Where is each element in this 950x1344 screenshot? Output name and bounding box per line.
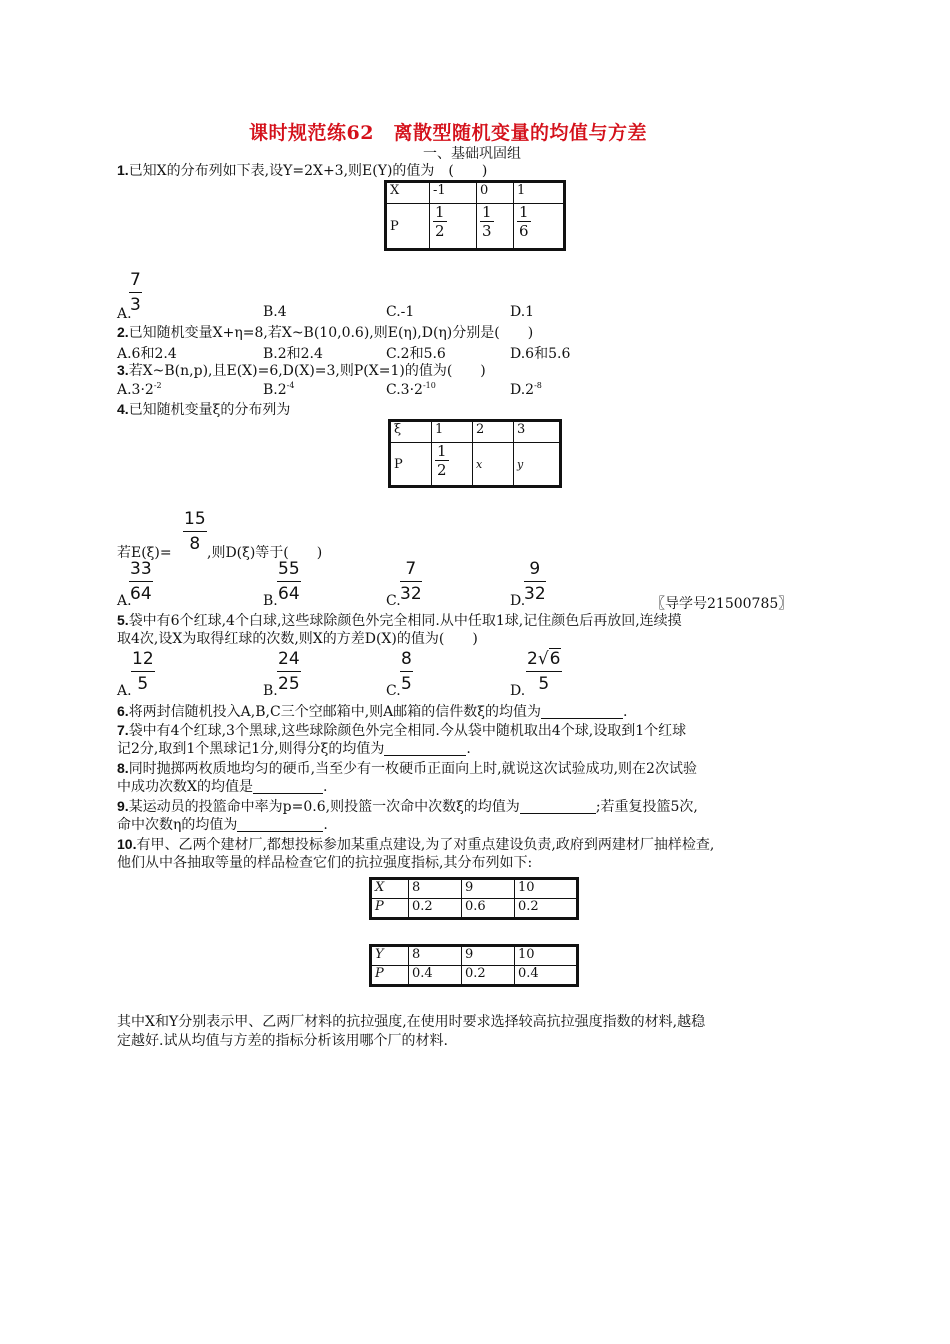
page-title: 课时规范练62 离散型随机变量的均值与方差 bbox=[249, 122, 647, 144]
question-text: 将两封信随机投入A,B,C三个空邮箱中,则A邮箱的信件数ξ的均值为 bbox=[128, 704, 541, 720]
question-number: 10. bbox=[117, 836, 137, 852]
table-cell: 1 bbox=[514, 182, 565, 204]
question-5 bbox=[117, 611, 682, 630]
table-cell: 3 bbox=[514, 421, 561, 443]
table-cell: X bbox=[371, 879, 409, 899]
table-cell: x bbox=[473, 443, 514, 487]
question-text: 已知随机变量ξ的分布列为 bbox=[128, 402, 291, 418]
option-a-fraction: 12 5 bbox=[132, 649, 154, 694]
table-cell: 10 bbox=[515, 946, 578, 966]
table-cell: y bbox=[514, 443, 561, 487]
question-text: 袋中有6个红球,4个白球,这些球除颜色外完全相同.从中任取1球,记住颜色后再放回,连续摸 bbox=[128, 613, 682, 629]
table-cell: 1 bbox=[432, 421, 473, 443]
question-10-line3: 其中X和Y分别表示甲、乙两厂材料的抗拉强度,在使用时要求选择较高抗拉强度指数的材料,越稳 bbox=[117, 1014, 706, 1030]
option-d-fraction: 2√6 5 bbox=[527, 649, 561, 694]
table-cell: $\frac{1}{2}$ bbox=[430, 204, 477, 250]
table-cell: 0.6 bbox=[462, 899, 515, 919]
option-d: $D.2^{-8}$ bbox=[510, 381, 542, 398]
question-text: 已知随机变量X+η=8,若X~B(10,0.6),则E(η),D(η)分别是( ) bbox=[128, 325, 534, 341]
table-cell: 0.4 bbox=[409, 966, 462, 986]
question-2 bbox=[117, 323, 533, 342]
question-3 bbox=[117, 361, 486, 380]
question-10-line4: 定越好.试从均值与方差的指标分析该用哪个厂的材料. bbox=[117, 1033, 448, 1049]
question-8 bbox=[117, 759, 697, 778]
option-c-label: C. bbox=[386, 683, 401, 699]
condition-fraction: 15 8 bbox=[184, 509, 206, 554]
table-cell: 8 bbox=[409, 946, 462, 966]
question-number: 1. bbox=[117, 162, 129, 178]
question-10 bbox=[117, 835, 714, 854]
table-cell: 9 bbox=[462, 946, 515, 966]
option-c: $C.3\cdot 2^{-10}$ bbox=[386, 381, 436, 398]
option-c-label: C. bbox=[386, 593, 401, 609]
table-cell: 0.2 bbox=[409, 899, 462, 919]
condition-suffix: ,则D(ξ)等于( ) bbox=[207, 545, 323, 561]
option-b: B.4 bbox=[263, 304, 287, 320]
table-cell: 8 bbox=[409, 879, 462, 899]
option-c-fraction: 7 32 bbox=[400, 559, 422, 604]
option-d-label: D. bbox=[510, 593, 526, 609]
question-text: 已知X的分布列如下表,设Y=2X+3,则E(Y)的值为 ( ) bbox=[128, 163, 488, 179]
table-cell: $\frac{1}{6}$ bbox=[514, 204, 565, 250]
option-d: D.6和5.6 bbox=[510, 346, 571, 362]
table-cell: P bbox=[371, 966, 409, 986]
reference-number: 〖导学号21500785〗 bbox=[651, 596, 793, 612]
question-1 bbox=[117, 161, 487, 180]
table-cell: -1 bbox=[430, 182, 477, 204]
table-cell: P bbox=[390, 443, 432, 487]
question-7 bbox=[117, 721, 686, 740]
answer-blank[interactable] bbox=[384, 742, 466, 756]
answer-blank[interactable] bbox=[237, 818, 323, 832]
option-a-fraction: 33 64 bbox=[130, 559, 152, 604]
table-cell: P bbox=[371, 899, 409, 919]
option-a-fraction: 7 3 bbox=[130, 270, 141, 315]
question-text: 袋中有4个红球,3个黑球,这些球除颜色外完全相同.今从袋中随机取出4个球,设取到1个红球 bbox=[128, 723, 687, 739]
table-cell: 0 bbox=[477, 182, 514, 204]
section-heading: 一、基础巩固组 bbox=[423, 146, 521, 162]
answer-blank[interactable] bbox=[541, 705, 623, 719]
option-d-fraction: 9 32 bbox=[524, 559, 546, 604]
option-d: D.1 bbox=[510, 304, 535, 320]
q4-distribution-table bbox=[388, 419, 562, 488]
question-number: 4. bbox=[117, 401, 129, 417]
option-a-label: A. bbox=[117, 593, 132, 609]
question-4 bbox=[117, 400, 290, 419]
option-b: $B.2^{-4}$ bbox=[263, 381, 295, 398]
option-b-fraction: 55 64 bbox=[278, 559, 300, 604]
answer-blank[interactable] bbox=[253, 780, 323, 794]
answer-blank[interactable] bbox=[520, 800, 596, 814]
table-cell: $\frac{1}{2}$ bbox=[432, 443, 473, 487]
question-7-line2: 记2分,取到1个黑球记1分,则得分ξ的均值为 . bbox=[117, 741, 471, 757]
question-text: 有甲、乙两个建材厂,都想投标参加某重点建设,为了对重点建设负责,政府到两建材厂抽样检查, bbox=[136, 837, 715, 853]
table-cell: P bbox=[386, 204, 430, 250]
table-cell: 2 bbox=[473, 421, 514, 443]
condition-prefix: 若E(ξ)= bbox=[117, 545, 172, 561]
option-c-fraction: 8 5 bbox=[401, 649, 412, 694]
table-cell: 9 bbox=[462, 879, 515, 899]
option-b-label: B. bbox=[263, 683, 278, 699]
question-number: 7. bbox=[117, 722, 129, 738]
question-number: 2. bbox=[117, 324, 129, 340]
option-b: B.2和2.4 bbox=[263, 346, 323, 362]
option-d-label: D. bbox=[510, 683, 526, 699]
option-c: C.-1 bbox=[386, 304, 415, 320]
question-number: 8. bbox=[117, 760, 129, 776]
option-b-label: B. bbox=[263, 593, 278, 609]
table-cell: 0.2 bbox=[515, 899, 578, 919]
table-y bbox=[369, 944, 579, 987]
table-x bbox=[369, 877, 579, 920]
q1-distribution-table bbox=[384, 180, 566, 251]
question-9: 9.某运动员的投篮命中率为p=0.6,则投篮一次命中次数ξ的均值为 ;若重复投篮5次, bbox=[117, 798, 698, 815]
option-b-fraction: 24 25 bbox=[278, 649, 300, 694]
question-text: 若X~B(n,p),且E(X)=6,D(X)=3,则P(X=1)的值为( ) bbox=[128, 363, 486, 379]
question-number: 6. bbox=[117, 703, 129, 719]
question-text: 某运动员的投篮命中率为p=0.6,则投篮一次命中次数ξ的均值为 bbox=[128, 799, 520, 815]
option-a: A.6和2.4 bbox=[117, 346, 177, 362]
question-8-line2: 中成功次数X的均值是 . bbox=[117, 779, 328, 795]
option-a-label: A. bbox=[117, 683, 132, 699]
table-cell: X bbox=[386, 182, 430, 204]
option-a: $A.3\cdot 2^{-2}$ bbox=[117, 381, 162, 398]
option-a-label: A. bbox=[117, 306, 132, 322]
question-6: 6.将两封信随机投入A,B,C三个空邮箱中,则A邮箱的信件数ξ的均值为 . bbox=[117, 703, 628, 720]
table-cell: $\frac{1}{3}$ bbox=[477, 204, 514, 250]
table-cell: 0.4 bbox=[515, 966, 578, 986]
table-cell: ξ bbox=[390, 421, 432, 443]
question-5-line2: 取4次,设X为取得红球的次数,则X的方差D(X)的值为( ) bbox=[117, 631, 478, 647]
question-number: 5. bbox=[117, 612, 129, 628]
question-number: 9. bbox=[117, 798, 129, 814]
table-cell: 10 bbox=[515, 879, 578, 899]
question-10-line2: 他们从中各抽取等量的样品检查它们的抗拉强度指标,其分布列如下: bbox=[117, 855, 533, 871]
question-9-line2: 命中次数η的均值为 . bbox=[117, 817, 328, 833]
question-number: 3. bbox=[117, 362, 129, 378]
question-text: 同时抛掷两枚质地均匀的硬币,当至少有一枚硬币正面向上时,就说这次试验成功,则在2次试验 bbox=[128, 761, 697, 777]
table-cell: 0.2 bbox=[462, 966, 515, 986]
table-cell: Y bbox=[371, 946, 409, 966]
option-c: C.2和5.6 bbox=[386, 346, 446, 362]
